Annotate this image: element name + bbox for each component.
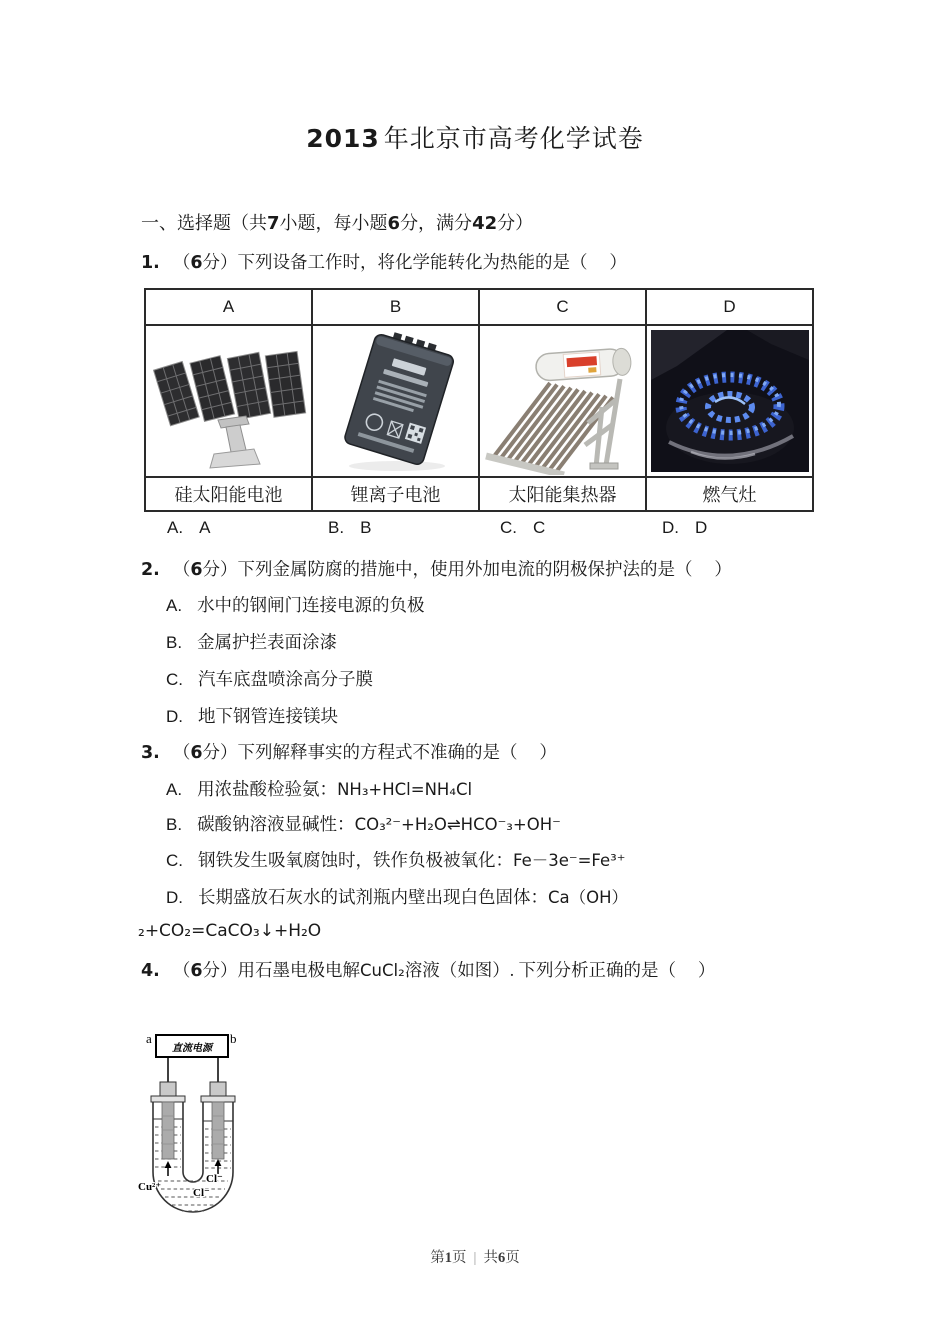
question-1-text: （: [172, 252, 191, 272]
question-4-number: 4.: [141, 961, 160, 981]
question-2-stem: [141, 556, 732, 581]
question-1-text: 分）下列设备工作时，将化学能转化为热能的是（ ）: [202, 252, 627, 272]
left-graphite-electrode: [162, 1102, 174, 1159]
silicon-solar-panel-image: [150, 328, 308, 474]
u-tube-inner-bend: [183, 1172, 203, 1182]
section-text: 分）: [497, 213, 534, 233]
footer-separator: |: [473, 1250, 477, 1266]
question-4-text: （: [172, 960, 191, 980]
q3-choice-c-equation: Fe－3e⁻=Fe³⁺: [513, 851, 626, 870]
section-total-points: 42: [472, 213, 498, 234]
question-2-text: 分）下列金属防腐的措施中，使用外加电流的阴极保护法的是（ ）: [202, 559, 732, 579]
q1-choice-a: A. A: [167, 518, 211, 537]
question-3-text: （: [172, 742, 191, 762]
copper-ion-label: Cu²⁺: [138, 1181, 162, 1193]
question-2-score: 6: [190, 560, 203, 580]
table-header-cell-a: A: [145, 289, 312, 325]
question-1-stem: [141, 249, 627, 274]
dc-power-label: 直流电源: [172, 1043, 212, 1054]
question-4-text: 分）用石墨电极电解: [202, 960, 361, 980]
footer-text: 共: [483, 1250, 498, 1266]
q3-choice-c: C. 钢铁发生吸氧腐蚀时，铁作负极被氧化：Fe－3e⁻=Fe³⁺: [166, 850, 626, 870]
section-text: 小题，每小题: [279, 213, 388, 233]
q3-choice-d-equation-continuation: ₂+CO₂=CaCO₃↓+H₂O: [138, 921, 322, 941]
right-tube-rim: [201, 1096, 235, 1102]
left-tube-rim: [151, 1096, 185, 1102]
left-electrode-cap: [160, 1082, 176, 1096]
device-caption-solar-panel: 硅太阳能电池: [145, 477, 312, 511]
q3-choice-a-equation: NH₃+HCl=NH₄Cl: [337, 780, 473, 799]
q3-choice-b: B. 碳酸钠溶液显碱性：CO₃²⁻+H₂O⇌HCO⁻₃+OH⁻: [166, 814, 561, 834]
footer-text: 第: [430, 1250, 445, 1266]
exam-title-year: 2013: [306, 124, 380, 153]
q3-choice-a: A. 用浓盐酸检验氨：NH₃+HCl=NH₄Cl: [166, 779, 473, 799]
q1-choices-row: [0, 518, 950, 542]
table-header-cell-d: D: [646, 289, 813, 325]
exam-title: [0, 119, 950, 155]
question-4-text: 溶液（如图）. 下列分析正确的是（ ）: [404, 960, 716, 980]
table-caption-row: [145, 477, 813, 511]
footer-current-page: 1: [444, 1250, 453, 1266]
device-caption-gas-stove: 燃气灶: [646, 477, 813, 511]
q2-choice-d: D. 地下钢管连接镁块: [166, 706, 338, 726]
q2-choice-a: A. 水中的钢闸门连接电源的负极: [166, 595, 425, 615]
exam-title-text: 年北京市高考化学试卷: [383, 126, 644, 153]
q3-choice-d: D. 长期盛放石灰水的试剂瓶内壁出现白色固体：Ca（OH）: [166, 887, 629, 907]
question-3-score: 6: [190, 743, 203, 763]
question-3-text: 分）下列解释事实的方程式不准确的是（ ）: [202, 742, 557, 762]
device-cell-solar-collector: [479, 325, 646, 477]
q2-choice-c: C. 汽车底盘喷涂高分子膜: [166, 669, 373, 689]
section-header: [141, 209, 533, 235]
question-2-number: 2.: [141, 560, 160, 580]
chloride-ion-label-bottom: Cl⁻: [193, 1187, 210, 1199]
chloride-ion-label-right: Cl⁻: [206, 1173, 223, 1185]
q2-choice-b: B. 金属护拦表面涂漆: [166, 632, 338, 652]
section-points: 6: [387, 213, 401, 234]
section-text: 一、选择题（共: [141, 213, 267, 233]
device-caption-solar-collector: 太阳能集热器: [479, 477, 646, 511]
section-count: 7: [267, 213, 280, 234]
left-up-arrow: [165, 1161, 172, 1176]
wires: [168, 1057, 218, 1082]
footer-text: 页: [452, 1250, 467, 1266]
terminal-b-label: b: [230, 1031, 237, 1046]
footer-total-pages: 6: [497, 1250, 506, 1266]
question-2-text: （: [172, 559, 191, 579]
device-cell-solar-panel: [145, 325, 312, 477]
lithium-battery-image: [317, 328, 475, 474]
table-header-cell-c: C: [479, 289, 646, 325]
question-3-stem: [141, 739, 557, 764]
right-graphite-electrode: [212, 1102, 224, 1159]
q3-choice-d-equation: Ca（OH）: [548, 888, 629, 907]
table-header-row: [145, 289, 813, 325]
terminal-a-label: a: [146, 1031, 152, 1046]
section-text: 分，满分: [400, 213, 473, 233]
device-cell-lithium-battery: [312, 325, 479, 477]
question-1-score: 6: [190, 253, 203, 273]
q1-choice-c: C. C: [500, 518, 546, 537]
device-cell-gas-stove: [646, 325, 813, 477]
table-header-cell-b: B: [312, 289, 479, 325]
question-3-number: 3.: [141, 743, 160, 763]
question-4-score: 6: [190, 961, 203, 981]
table-image-row: [145, 325, 813, 477]
q1-device-table: [144, 288, 814, 512]
question-1-number: 1.: [141, 253, 160, 273]
question-4-stem: [141, 957, 715, 982]
device-caption-lithium-battery: 锂离子电池: [312, 477, 479, 511]
solar-collector-image: [484, 327, 642, 475]
right-electrode-cap: [210, 1082, 226, 1096]
footer-text: 页: [505, 1250, 520, 1266]
u-tube-electrolysis-diagram: [136, 1026, 258, 1228]
q1-choice-d: D. D: [662, 518, 708, 537]
q3-choice-b-equation: CO₃²⁻+H₂O⇌HCO⁻₃+OH⁻: [354, 815, 561, 834]
footer-page-indicator: [0, 1246, 950, 1267]
question-4-formula: CuCl₂: [360, 961, 405, 980]
gas-stove-flame-image: [651, 330, 809, 472]
q1-choice-b: B. B: [328, 518, 372, 537]
